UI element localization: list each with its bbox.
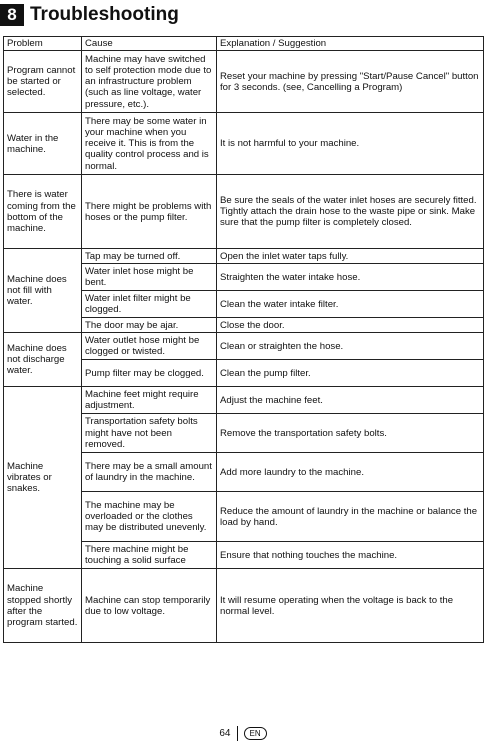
explanation-cell: Close the door. — [217, 318, 484, 333]
cause-cell: There may be some water in your machine when you receive it. This is from the quality control process and is normal. — [82, 113, 217, 175]
explanation-cell: Ensure that nothing touches the machine. — [217, 542, 484, 569]
language-badge: EN — [244, 727, 267, 740]
footer-divider — [237, 726, 238, 741]
page-footer — [0, 724, 486, 742]
explanation-cell: It is not harmful to your machine. — [217, 113, 484, 175]
explanation-cell: It will resume operating when the voltage is back to the normal level. — [217, 569, 484, 643]
cause-cell: Pump filter may be clogged. — [82, 360, 217, 387]
explanation-cell: Remove the transportation safety bolts. — [217, 414, 484, 453]
explanation-cell: Clean the pump filter. — [217, 360, 484, 387]
table-row — [4, 249, 484, 264]
explanation-cell: Open the inlet water taps fully. — [217, 249, 484, 264]
cause-cell: Machine feet might require adjustment. — [82, 387, 217, 414]
page-number: 64 — [219, 727, 231, 739]
problem-cell: There is water coming from the bottom of the machine. — [4, 175, 82, 249]
explanation-cell: Adjust the machine feet. — [217, 387, 484, 414]
table-header-row — [4, 37, 484, 51]
table-row — [4, 175, 484, 249]
problem-cell: Machine stopped shortly after the program started. — [4, 569, 82, 643]
table-row — [4, 51, 484, 113]
cause-cell: Water outlet hose might be clogged or twisted. — [82, 333, 217, 360]
explanation-cell: Reduce the amount of laundry in the machine or balance the load by hand. — [217, 492, 484, 542]
cause-cell: There machine might be touching a solid surface — [82, 542, 217, 569]
page-title: Troubleshooting — [30, 4, 179, 25]
problem-cell: Program cannot be started or selected. — [4, 51, 82, 113]
cause-cell: Machine can stop temporarily due to low voltage. — [82, 569, 217, 643]
cause-cell: There may be a small amount of laundry in the machine. — [82, 453, 217, 492]
table-row — [4, 333, 484, 360]
cause-cell: The machine may be overloaded or the clothes may be distributed unevenly. — [82, 492, 217, 542]
problem-cell: Water in the machine. — [4, 113, 82, 175]
cause-cell: Machine may have switched to self protection mode due to an infrastructure problem (such as line voltage, water pressure, etc.). — [82, 51, 217, 113]
column-header-cause: Cause — [82, 37, 217, 51]
cause-cell: Tap may be turned off. — [82, 249, 217, 264]
cause-cell: Water inlet filter might be clogged. — [82, 291, 217, 318]
table-row — [4, 113, 484, 175]
explanation-cell: Clean the water intake filter. — [217, 291, 484, 318]
explanation-cell: Be sure the seals of the water inlet hoses are securely fitted. Tightly attach the drain hose to the waste pipe or sink. Make sure that the pump filter is completely closed. — [217, 175, 484, 249]
cause-cell: There might be problems with hoses or the pump filter. — [82, 175, 217, 249]
cause-cell: Water inlet hose might be bent. — [82, 264, 217, 291]
column-header-explanation: Explanation / Suggestion — [217, 37, 484, 51]
problem-cell: Machine vibrates or snakes. — [4, 387, 82, 569]
table-row — [4, 387, 484, 414]
table-row — [4, 569, 484, 643]
explanation-cell: Add more laundry to the machine. — [217, 453, 484, 492]
cause-cell: The door may be ajar. — [82, 318, 217, 333]
troubleshooting-table — [3, 36, 484, 643]
chapter-header — [0, 4, 179, 26]
problem-cell: Machine does not discharge water. — [4, 333, 82, 387]
explanation-cell: Straighten the water intake hose. — [217, 264, 484, 291]
explanation-cell: Clean or straighten the hose. — [217, 333, 484, 360]
problem-cell: Machine does not fill with water. — [4, 249, 82, 333]
explanation-cell: Reset your machine by pressing "Start/Pause Cancel" button for 3 seconds. (see, Cancelling a Program) — [217, 51, 484, 113]
column-header-problem: Problem — [4, 37, 82, 51]
chapter-number-badge: 8 — [0, 4, 24, 26]
cause-cell: Transportation safety bolts might have not been removed. — [82, 414, 217, 453]
